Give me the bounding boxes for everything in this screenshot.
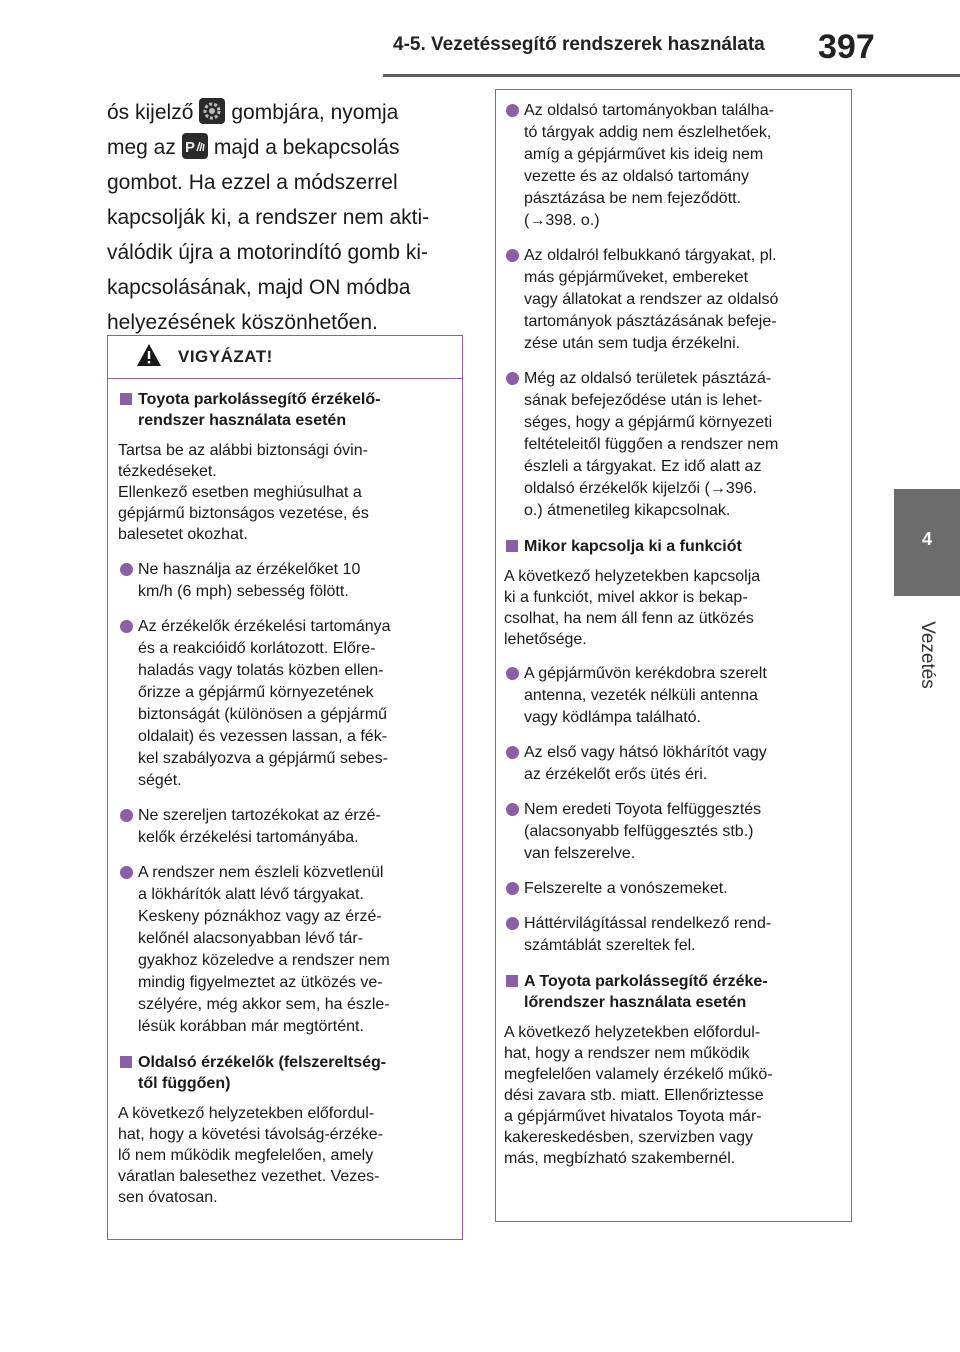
intro-line: kapcsolják ki, a rendszer nem akti- [107,206,430,229]
header-divider [383,74,960,77]
caution-bullet: Felszerelte a vonószemeket. [504,878,841,900]
caution-continuation-box [495,89,852,1222]
caution-bullet: Az oldalsó tartományokban találha- tó tárgyak addig nem észlelhetőek, amíg a gépjárművet kis ideig nem vezette és az oldalsó tartomány pásztázása be nem fejeződött. (→398. o.) [504,100,841,232]
intro-line: helyezésének köszönhetően. [107,311,378,334]
chapter-label [897,600,957,710]
page-number: 397 [818,28,875,66]
bullet-dot-icon [506,746,519,759]
caution-subheading: A Toyota parkolássegítő érzéke- lőrendszer használata esetén [504,971,841,1013]
caution-subheading: Mikor kapcsolja ki a funkciót [504,536,841,557]
caution-bullet: Nem eredeti Toyota felfüggesztés (alacsonyabb felfüggesztés stb.) van felszerelve. [504,799,841,865]
intro-paragraph [107,95,457,340]
bullet-dot-icon [506,372,519,385]
parking-sensor-icon [182,133,208,159]
caution-bullet: Ne szereljen tartozékokat az érzé- kelők érzékelési tartományába. [118,805,452,849]
caution-subheading: Oldalsó érzékelők (felszereltség- től függően) [118,1052,452,1094]
caution-paragraph: A következő helyzetekben előfordul- hat, hogy a rendszer nem működik megfelelően valamely érzékelő műkö- dési zavara stb. miatt. Ellenőriztesse a gépjárművet hivatalos Toyota már- kakereskedésben, szervizben vagy más, megbízható szakembernél. [504,1024,773,1167]
bullet-dot-icon [506,882,519,895]
caution-bullet: Ne használja az érzékelőket 10 km/h (6 mph) sebesség fölött. [118,559,452,603]
chapter-tab [894,489,960,596]
intro-line: válódik újra a motorindító gomb ki- [107,241,428,264]
bullet-dot-icon [120,809,133,822]
bullet-dot-icon [120,563,133,576]
caution-bullet: Az oldalról felbukkanó tárgyakat, pl. más gépjárműveket, embereket vagy állatokat a rendszer az oldalsó tartományok pásztázásának befeje- zése után sem tudja érzékelni. [504,245,841,355]
bullet-dot-icon [506,803,519,816]
bullet-dot-icon [506,667,519,680]
bullet-dot-icon [120,866,133,879]
caution-bullet: A rendszer nem észleli közvetlenül a lökhárítók alatt lévő tárgyakat. Keskeny póznákhoz vagy az érzé- kelőnél alacsonyabban lévő tár- gyakhoz közeledve a rendszer nem mindig figyelmeztet az ütközés ve- szélyére, még akkor sem, ha észle- lésük korábban már megtörtént. [118,862,452,1038]
intro-line: gombot. Ha ezzel a módszerrel [107,171,398,194]
square-bullet-icon [120,1056,132,1068]
section-title: 4-5. Vezetéssegítő rendszerek használata [393,34,765,55]
caution-title: VIGYÁZAT! [178,347,273,366]
intro-text: ós kijelző [107,101,194,124]
bullet-dot-icon [506,249,519,262]
bullet-dot-icon [506,104,519,117]
intro-line: kapcsolásának, majd ON módba [107,276,411,299]
svg-text:P: P [184,139,195,156]
square-bullet-icon [506,975,518,987]
caution-bullet: A gépjárművön kerékdobra szerelt antenna, vezeték nélküli antenna vagy ködlámpa található. [504,663,841,729]
warning-triangle-icon [136,343,162,367]
chapter-label-text: Vezetés [917,621,938,689]
caution-subheading: Toyota parkolássegítő érzékelő- rendszer használata esetén [118,389,452,431]
caution-bullet: Még az oldalsó területek pásztázá- sának befejeződése után is lehet- séges, hogy a gépjármű környezeti feltételeitől függően a rendszer nem észleli a tárgyakat. Ez idő alatt az oldalsó érzékelők kijelzői (→396. o.) átmenetileg kikapcsolnak. [504,368,841,522]
caution-bullet: Az első vagy hátsó lökhárítót vagy az érzékelőt erős ütés éri. [504,742,841,786]
settings-gear-icon [199,98,225,124]
intro-text: majd a bekapcsolás [213,136,400,159]
caution-box [107,335,463,1240]
caution-paragraph: Tartsa be az alábbi biztonsági óvin- tézkedéseket. Ellenkező esetben meghiúsulhat a gépjármű biztonságos vezetése, és balesetet okozhat. [118,442,369,543]
intro-text: gombjára, nyomja [231,101,399,124]
bullet-dot-icon [120,620,133,633]
bullet-dot-icon [506,917,519,930]
caution-bullet: Az érzékelők érzékelési tartománya és a reakcióidő korlátozott. Előre- haladás vagy tolatás közben ellen- őrizze a gépjármű környezetének biztonságát (különösen a gépjármű oldalait) és vezessen lassan, a fék- kel szabályozva a gépjármű sebes- ségét. [118,616,452,792]
chapter-number: 4 [921,529,932,549]
caution-header [108,336,462,379]
square-bullet-icon [120,393,132,405]
caution-paragraph: A következő helyzetekben kapcsolja ki a funkciót, mivel akkor is bekap- csolhat, ha nem áll fenn az ütközés lehetősége. [504,568,761,648]
intro-text: meg az [107,136,176,159]
caution-paragraph: A következő helyzetekben előfordul- hat, hogy a követési távolság-érzéke- lő nem működik megfelelően, amely váratlan balesethez vezethet. Vezes- sen óvatosan. [118,1105,384,1206]
square-bullet-icon [506,540,518,552]
caution-bullet: Háttérvilágítással rendelkező rend- számtáblát szereltek fel. [504,913,841,957]
